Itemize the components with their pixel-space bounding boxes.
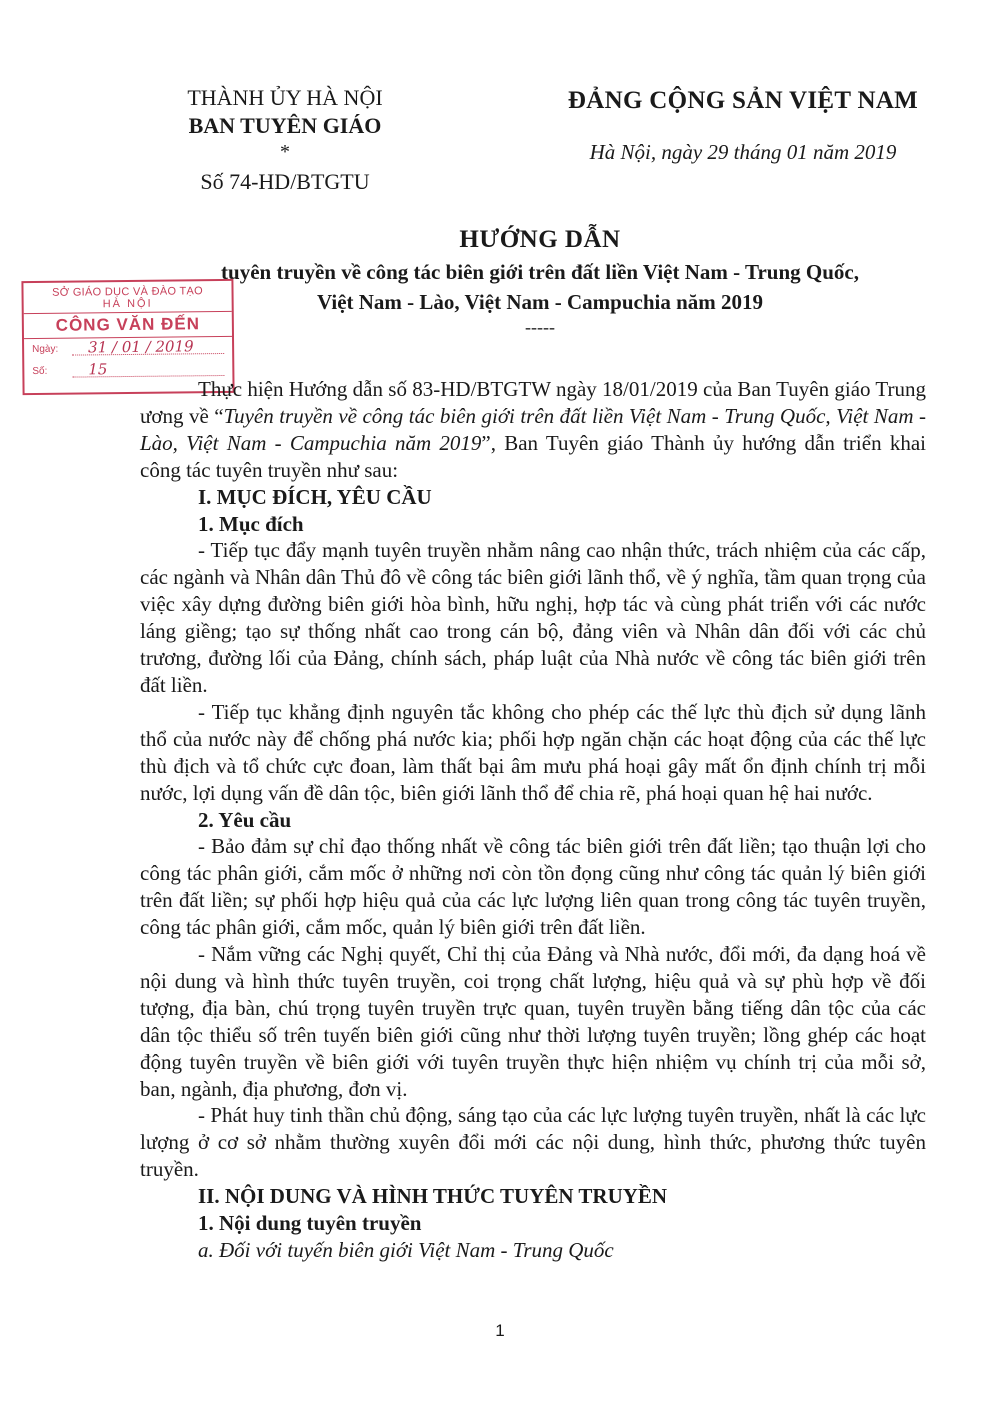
subheading-content: 1. Nội dung tuyên truyền [198, 1211, 422, 1236]
title-block [150, 224, 930, 336]
subheading-vietnam-china: a. Đối với tuyến biên giới Việt Nam - Trung Quốc [198, 1238, 614, 1262]
stamp-date-value: 31 / 01 / 2019 [88, 337, 194, 357]
org-line-1: THÀNH ỦY HÀ NỘI [187, 85, 383, 110]
intro-italic-title: Tuyên truyền về công tác biên giới trên đất liền Việt Nam - Trung Quốc, Việt Nam - Lào, Việt Nam - Campuchia năm 2019 [140, 403, 926, 455]
org-line-2: BAN TUYÊN GIÁO [188, 113, 382, 138]
paragraph-1: - Tiếp tục đẩy mạnh tuyên truyền nhằm nâng cao nhận thức, trách nhiệm của các cấp, các ngành và Nhân dân Thủ đô về công tác biên giới lãnh thổ, về ý nghĩa, tầm quan trọng của việc xây dựng đường biên giới hòa bình, hữu nghị, hợp tác và cùng phát triển với các nước láng giềng; tạo sự thống nhất cao trong cán bộ, đảng viên và Nhân dân đối với các chủ trương, đường lối của Đảng, chính sách, pháp luật của Nhà nước về công tác biên giới trên đất liền. [140, 538, 926, 697]
stamp-number-value: 15 [88, 360, 108, 379]
stamp-title: CÔNG VĂN ĐẾN [24, 311, 232, 339]
section-heading-2: II. NỘI DUNG VÀ HÌNH THỨC TUYÊN TRUYỀN [198, 1184, 668, 1209]
intro-paragraph [140, 376, 926, 484]
section-heading-1: I. MỤC ĐÍCH, YÊU CẦU [198, 484, 432, 509]
paragraph-4: - Nắm vững các Nghị quyết, Chỉ thị của Đảng và Nhà nước, đổi mới, đa dạng hoá về nội dung và hình thức tuyên truyền, coi trọng chất lượng, hiệu quả và sự phù hợp về đối tượng, địa bàn, chú trọng tuyên truyền trực quan, tuyên truyền bằng tiếng dân tộc của các dân tộc thiểu số trên tuyến biên giới cũng như thời lượng tuyên truyền; lồng ghép các hoạt động tuyên truyền về biên giới với tuyên truyền thực hiện nhiệm vụ chính trị của mỗi sở, ban, ngành, địa phương, đơn vị. [140, 942, 926, 1101]
page-number: 1 [495, 1321, 505, 1340]
document-subtitle-line-2: Việt Nam - Lào, Việt Nam - Campuchia năm 2019 [316, 290, 764, 314]
intro-text-2: ”, Ban Tuyên giáo Thành ủy hướng dẫn triển khai công tác tuyên truyền như sau: [140, 430, 926, 482]
document-number: Số 74-HD/BTGTU [200, 169, 370, 194]
stamp-date-row [24, 337, 232, 361]
party-header-block [548, 84, 938, 165]
intro-text-1: Thực hiện Hướng dẫn số 83-HD/BTGTW ngày 18/01/2019 của Ban Tuyên giáo Trung ương về “ [140, 377, 926, 428]
paragraph-5: - Phát huy tinh thần chủ động, sáng tạo của các lực lượng tuyên truyền, nhất là các lực lượng ở cơ sở nhằm thường xuyên đổi mới các nội dung, hình thức, phương thức tuyên truyền. [140, 1103, 926, 1182]
stamp-date-label: Ngày: [32, 343, 59, 356]
subheading-purpose: 1. Mục đích [198, 511, 304, 536]
stamp-number-label: Số: [32, 365, 48, 378]
place-date: Hà Nội, ngày 29 tháng 01 năm 2019 [589, 140, 897, 164]
paragraph-3: - Bảo đảm sự chỉ đạo thống nhất về công tác biên giới trên đất liền; tạo thuận lợi cho công tác phân giới, cắm mốc ở những nơi còn tồn đọng cũng như công tác quản lý biên giới trên đất liền; sự phối hợp hiệu quả của các lực lượng liên quan trong công tác tuyên truyền, công tác phân giới, cắm mốc, quản lý biên giới trên đất liền. [140, 834, 926, 940]
star-mark: * [280, 141, 290, 163]
document-subtitle-line-1: tuyên truyền về công tác biên giới trên đất liền Việt Nam - Trung Quốc, [221, 260, 859, 284]
document-body [140, 376, 926, 1264]
subheading-requirements: 2. Yêu cầu [198, 807, 292, 832]
paragraph-2: - Tiếp tục khẳng định nguyên tắc không cho phép các thế lực thù địch sử dụng lãnh thổ của nước này để chống phá nước kia; phối hợp ngăn chặn các hoạt động của các thế lực thù địch và tổ chức cực đoan, làm thất bại âm mưu phá hoại gây mất ổn định chính trị mỗi nước, lợi dụng vấn đề dân tộc, biên giới lãnh thổ để chia rẽ, phá hoại quan hệ hai nước. [140, 699, 926, 805]
stamp-line-1: SỞ GIÁO DỤC VÀ ĐÀO TẠO [52, 285, 204, 299]
document-title: HƯỚNG DẪN [459, 226, 621, 253]
party-name: ĐẢNG CỘNG SẢN VIỆT NAM [567, 87, 919, 114]
title-separator: ----- [525, 317, 555, 337]
issuing-organization-block [150, 84, 420, 196]
stamp-line-2: HÀ NỘI [102, 297, 153, 311]
